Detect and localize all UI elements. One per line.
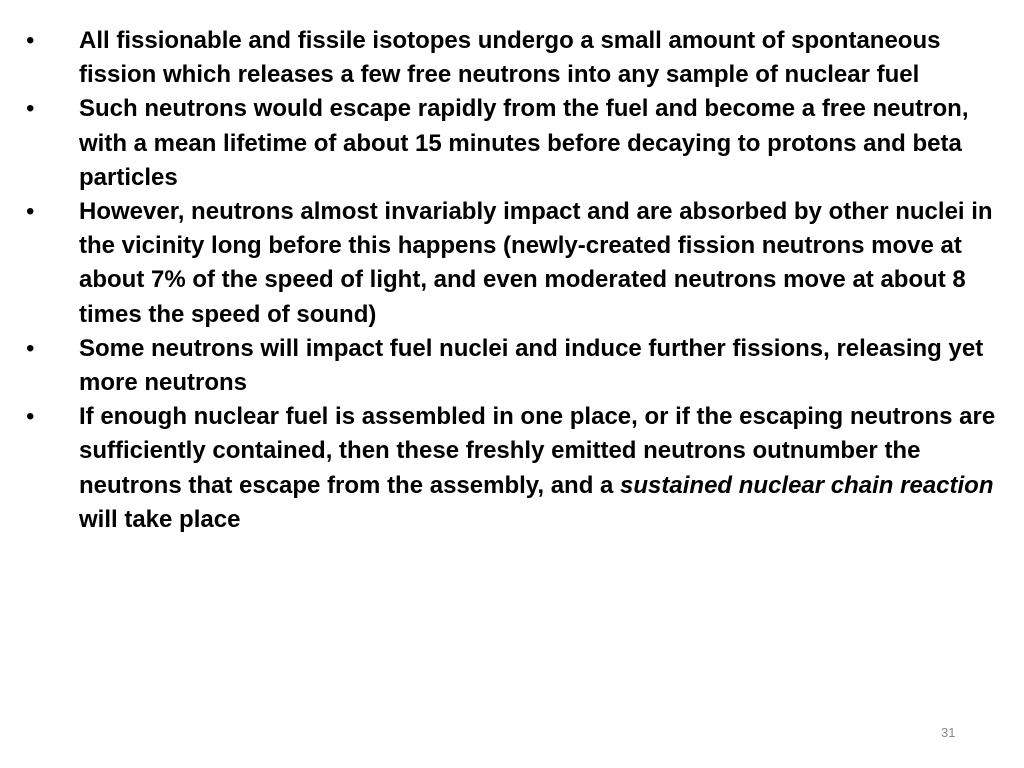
- chain-reaction-emphasis: sustained nuclear chain reaction: [620, 471, 994, 499]
- bullet-item-free-neutron: [26, 92, 996, 195]
- bullet-marker: •: [26, 403, 35, 431]
- bullet-marker: •: [26, 95, 35, 123]
- bullet-text-before: If enough nuclear fuel is assembled in one place, or if the escaping neutrons are sufficiently contained, then these freshly emitted neutrons outnumber the neutrons that escape from the assembly, and a: [79, 403, 996, 499]
- bullet-text: Some neutrons will impact fuel nuclei and induce further fissions, releasing yet more neutrons: [79, 334, 984, 397]
- bullet-text: [79, 400, 996, 537]
- bullet-item-neutron-absorption: [26, 195, 996, 332]
- bullet-marker: •: [26, 334, 35, 362]
- bullet-marker: •: [26, 198, 35, 226]
- bullet-marker: •: [26, 27, 35, 54]
- bullet-text: Such neutrons would escape rapidly from the fuel and become a free neutron, with a mean lifetime of about 15 minutes before decaying to protons and beta particles: [79, 95, 969, 191]
- bullet-item-chain-reaction: [26, 400, 996, 537]
- bullet-item-spontaneous-fission: [26, 24, 996, 92]
- bullet-text: All fissionable and fissile isotopes undergo a small amount of spontaneous fission which releases a few free neutrons into any sample of nuclear fuel: [79, 27, 941, 89]
- bullet-text-after: will take place: [79, 505, 241, 533]
- bullet-item-further-fissions: [26, 332, 996, 400]
- bullet-list: [26, 24, 996, 537]
- slide-number: 31: [941, 725, 956, 740]
- bullet-text: However, neutrons almost invariably impact and are absorbed by other nuclei in the vicinity long before this happens (newly-created fission neutrons move at about 7% of the speed of light, and even moderated neutrons move at about 8 times the speed of sound): [79, 198, 993, 328]
